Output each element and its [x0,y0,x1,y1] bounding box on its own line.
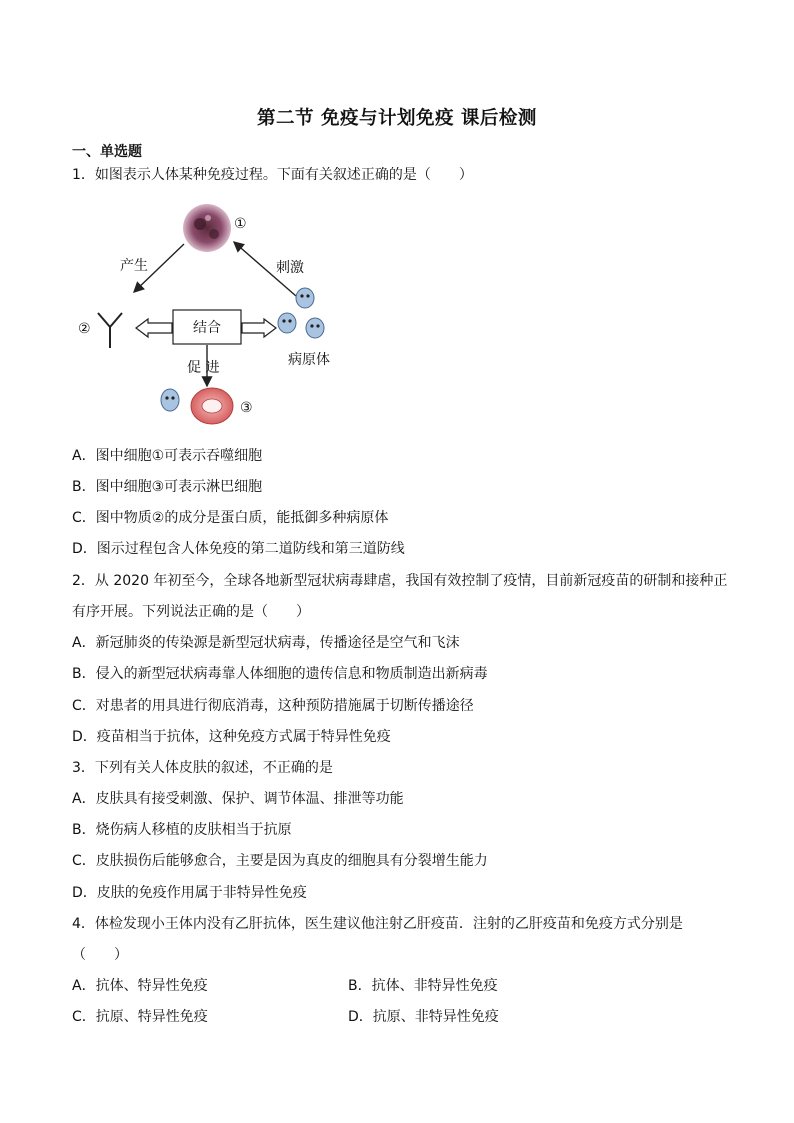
immune-cell-3 [191,388,233,424]
promote-label: 促 进 [187,360,220,376]
produce-label: 产生 [120,258,148,274]
question-2-stem-line-1: 2．从 2020 年初至今，全球各地新型冠状病毒肆虐，我国有效控制了疫情，目前新冠疫苗的研制和接种正 [72,573,728,589]
cell-1-label: ① [234,216,247,232]
question-4-option-a: A．抗体、特异性免疫 [72,978,208,994]
question-1-option-a: A．图中细胞①可表示吞噬细胞 [72,448,263,464]
question-3-stem: 3．下列有关人体皮肤的叙述，不正确的是 [72,760,333,776]
engulfed-pathogen-icon [161,389,179,411]
question-2-option-b: B．侵入的新型冠状病毒靠人体细胞的遗传信息和物质制造出新病毒 [72,666,488,682]
question-4-stem-line-1: 4．体检发现小王体内没有乙肝抗体，医生建议他注射乙肝疫苗．注射的乙肝疫苗和免疫方式分别是 [72,916,683,932]
combine-label: 结合 [193,320,221,336]
stimulate-label: 刺激 [276,260,304,276]
question-1-option-b: B．图中细胞③可表示淋巴细胞 [72,479,263,495]
immune-cell-1 [183,204,231,252]
question-4-option-b: B．抗体、非特异性免疫 [348,978,498,994]
question-1-option-c: C．图中物质②的成分是蛋白质，能抵御多种病原体 [72,510,389,526]
antibody-label: ② [78,321,91,337]
question-2-option-c: C．对患者的用具进行彻底消毒，这种预防措施属于切断传播途径 [72,698,474,714]
section-heading: 一、单选题 [72,144,142,160]
question-2-option-a: A．新冠肺炎的传染源是新型冠状病毒，传播途径是空气和飞沫 [72,635,460,651]
question-3-option-b: B．烧伤病人移植的皮肤相当于抗原 [72,822,292,838]
immune-process-diagram [72,200,372,425]
question-3-option-c: C．皮肤损伤后能够愈合，主要是因为真皮的细胞具有分裂增生能力 [72,853,488,869]
cell-3-label: ③ [240,400,253,416]
combine-left-arrow [136,319,172,337]
antibody-icon [98,313,122,348]
question-3-option-d: D．皮肤的免疫作用属于非特异性免疫 [72,885,307,901]
question-1-option-d: D．图示过程包含人体免疫的第二道防线和第三道防线 [72,541,405,557]
question-4-option-c: C．抗原、特异性免疫 [72,1009,208,1025]
pathogen-label: 病原体 [288,352,330,368]
question-2-option-d: D．疫苗相当于抗体，这种免疫方式属于特异性免疫 [72,729,391,745]
pathogen-icon [278,288,324,338]
question-1-stem: 1．如图表示人体某种免疫过程。下面有关叙述正确的是（ ） [72,167,473,183]
question-3-option-a: A．皮肤具有接受刺激、保护、调节体温、排泄等功能 [72,791,404,807]
question-4-stem-line-2: （ ） [72,947,128,963]
page-title: 第二节 免疫与计划免疫 课后检测 [257,108,537,129]
question-2-stem-line-2: 有序开展。下列说法正确的是（ ） [72,604,310,620]
question-4-option-d: D．抗原、非特异性免疫 [348,1009,499,1025]
combine-right-arrow [242,319,276,337]
